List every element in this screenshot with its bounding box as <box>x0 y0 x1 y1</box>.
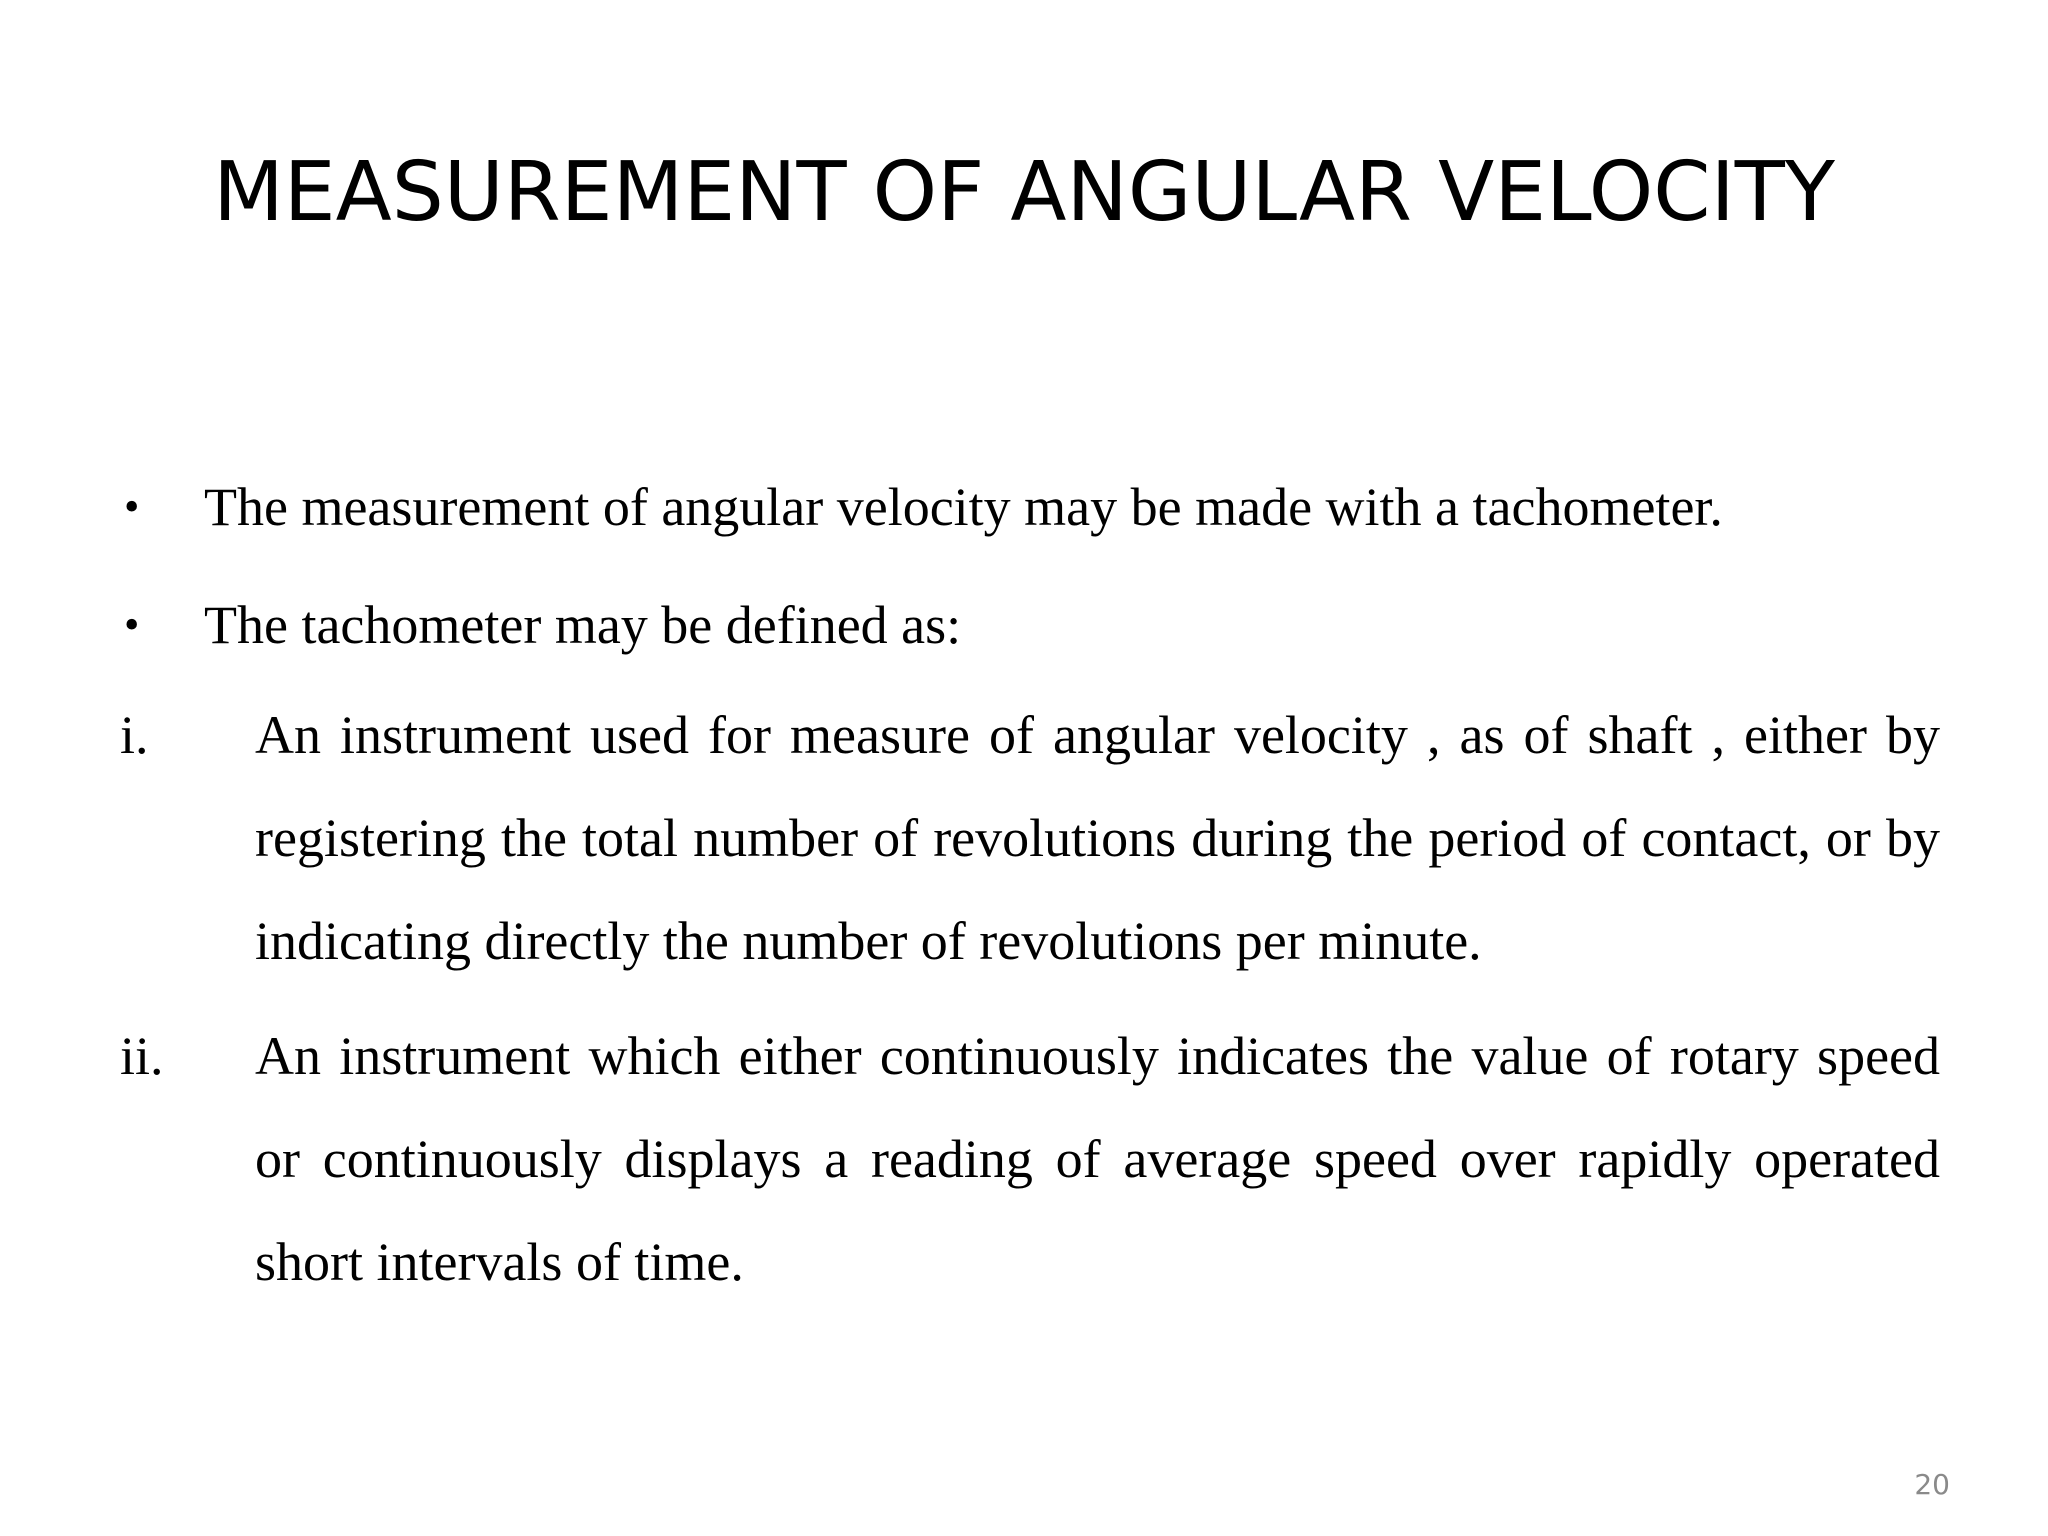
numbered-marker: ii. <box>120 1026 164 1086</box>
numbered-marker: i. <box>120 705 149 765</box>
numbered-text: An instrument used for measure of angular velocity , as of shaft , either by registering the total number of revolutions during the period of contact, or by indicating directly the number of revolutions per minute. <box>255 705 1940 971</box>
numbered-item <box>120 684 1940 993</box>
numbered-text: An instrument which either continuously indicates the value of rotary speed or continuously displays a reading of average speed over rapidly operated short intervals of time. <box>255 1026 1940 1292</box>
bullet-marker: • <box>124 482 140 531</box>
bullet-marker: • <box>124 600 140 649</box>
slide-number: 20 <box>1914 1468 1950 1501</box>
bullet-item <box>120 566 1940 684</box>
slide-title: MEASUREMENT OF ANGULAR VELOCITY <box>213 145 1835 240</box>
numbered-item <box>120 1005 1940 1314</box>
bullet-item <box>120 448 1940 566</box>
bullet-text: The measurement of angular velocity may be made with a tachometer. <box>204 477 1723 537</box>
slide-body <box>120 448 1940 1314</box>
bullet-text: The tachometer may be defined as: <box>204 595 962 655</box>
